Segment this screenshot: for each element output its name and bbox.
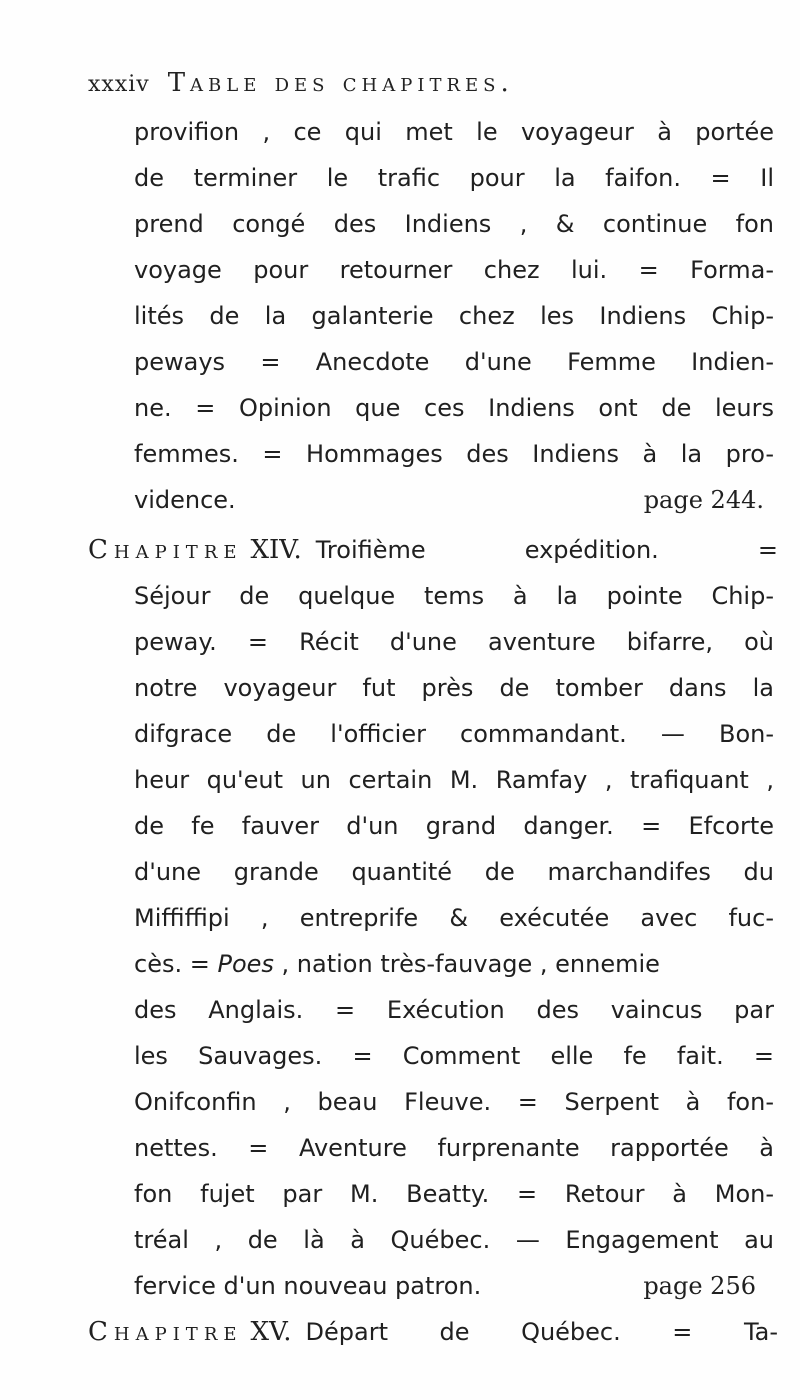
running-title: Table des chapitres. xyxy=(167,68,514,98)
text-line: peway. = Récit d'une aventure bifarre, où xyxy=(134,628,774,656)
text-line: peways = Anecdote d'une Femme Indien- xyxy=(134,348,774,376)
text-line: notre voyageur fut près de tomber dans la xyxy=(134,674,774,702)
chapter-heading-line xyxy=(88,530,778,570)
italic-name: Poes xyxy=(217,950,274,978)
text-segment: vidence. xyxy=(134,486,236,514)
chapter-heading-line xyxy=(88,1312,778,1352)
text-segment: cès. = xyxy=(134,950,218,978)
text-segment: , nation très-fauvage , ennemie xyxy=(273,950,660,978)
chapter-number: XIV. xyxy=(250,535,302,565)
chapter-summary-text: Troifième expédition. = xyxy=(315,536,778,564)
folio-number: xxxiv xyxy=(88,72,150,97)
text-line: difgrace de l'officier commandant. — Bon- xyxy=(134,720,774,748)
chapter-label: Chapitre xyxy=(88,535,243,565)
text-line: nettes. = Aventure furprenante rapportée à xyxy=(134,1134,774,1162)
text-line: Onifconfin , beau Fleuve. = Serpent à fon- xyxy=(134,1088,774,1116)
text-line: de terminer le trafic pour la faifon. = Il xyxy=(134,164,774,192)
text-line: lités de la galanterie chez les Indiens Chip- xyxy=(134,302,774,330)
text-line: provifion , ce qui met le voyageur à portée xyxy=(134,118,774,146)
chapter-label: Chapitre xyxy=(88,1317,243,1347)
chapter-summary-text: Départ de Québec. = Ta- xyxy=(305,1318,778,1346)
text-line: les Sauvages. = Comment elle fe fait. = xyxy=(134,1042,774,1070)
text-line: des Anglais. = Exécution des vaincus par xyxy=(134,996,774,1024)
chapter-number: XV. xyxy=(250,1317,292,1347)
text-line: femmes. = Hommages des Indiens à la pro- xyxy=(134,440,774,468)
text-segment: fervice d'un nouveau patron. xyxy=(134,1272,482,1300)
text-line: Séjour de quelque tems à la pointe Chip- xyxy=(134,582,774,610)
page-header xyxy=(88,68,514,108)
text-line: de fe fauver d'un grand danger. = Efcorte xyxy=(134,812,774,840)
text-line: fon fujet par M. Beatty. = Retour à Mon- xyxy=(134,1180,774,1208)
text-line: Miffiffipi , entreprife & exécutée avec fuc- xyxy=(134,904,774,932)
text-line-italic xyxy=(134,944,774,984)
text-line: heur qu'eut un certain M. Ramfay , trafiquant , xyxy=(134,766,774,794)
text-line-with-page-ref xyxy=(134,1266,774,1306)
text-line: prend congé des Indiens , & continue fon xyxy=(134,210,774,238)
text-line: tréal , de là à Québec. — Engagement au xyxy=(134,1226,774,1254)
text-line-with-page-ref xyxy=(134,480,774,520)
text-line: ne. = Opinion que ces Indiens ont de leurs xyxy=(134,394,774,422)
text-line: voyage pour retourner chez lui. = Forma- xyxy=(134,256,774,284)
page-reference: page 244. xyxy=(643,486,764,514)
page-reference: page 256 xyxy=(643,1272,756,1300)
text-line: d'une grande quantité de marchandifes du xyxy=(134,858,774,886)
